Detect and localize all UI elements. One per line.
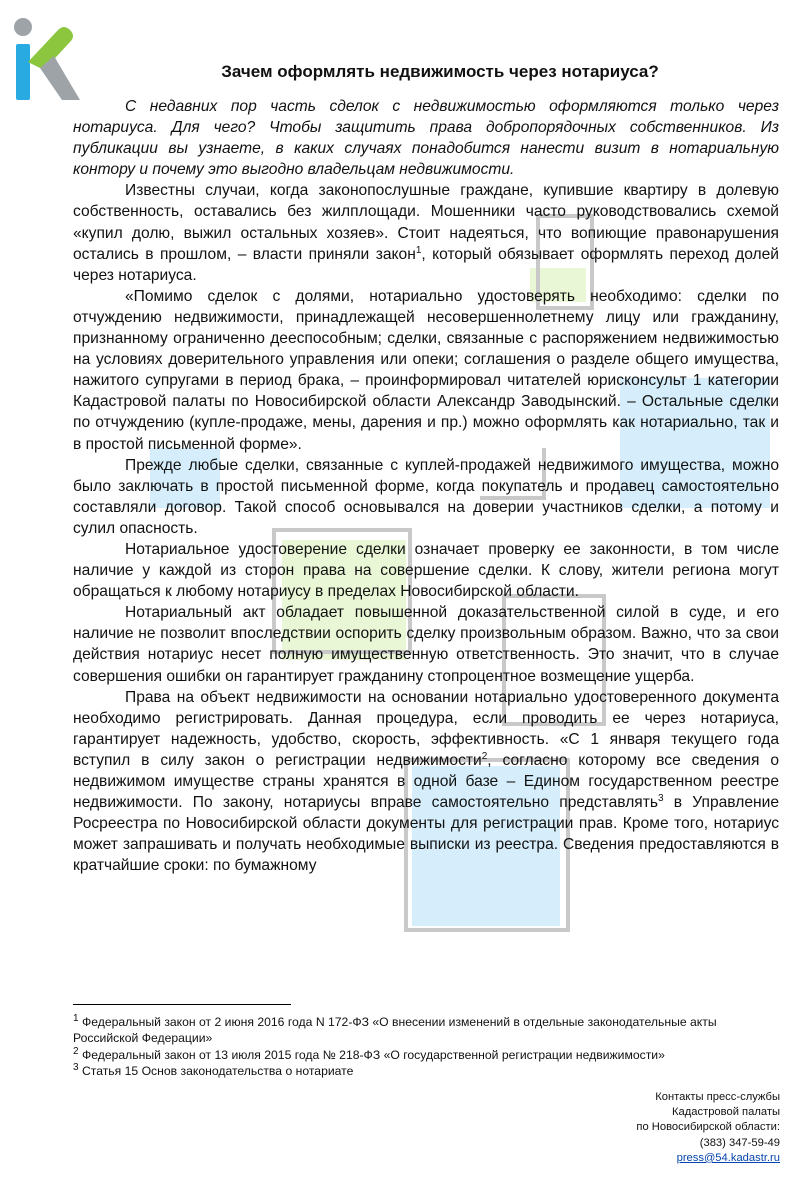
contacts-line: по Новосибирской области: — [636, 1121, 780, 1134]
paragraph-text: Известны случаи, когда законопослушные граждане, купившие квартиру в долевую собственность, оставались без жилплощади. Мошенники часто руководствовались схемой «купил долю, выжил остальных хозяев». Стоит надеяться, что вопиющие правонарушения остались в прошлом, – власти приняли закон — [73, 182, 779, 263]
footnote-text: Федеральный закон от 2 июня 2016 года N 172-ФЗ «О внесении изменений в отдельные законодательные акты Российской Федерации» — [73, 1015, 717, 1046]
article-paragraph — [73, 687, 779, 877]
footnote-item — [73, 1014, 779, 1047]
paragraph-text: Права на объект недвижимости на основании нотариально удостоверенного документа необходимо регистрировать. Данная процедура, если проводить ее через нотариуса, гарантирует надежность, удобство, скорость, эффективность. «С 1 января текущего года вступил в силу закон о регистрации недвижимости — [73, 688, 779, 769]
article-intro: С недавних пор часть сделок с недвижимостью оформляются только через нотариуса. Для чего? Чтобы защитить права добропорядочных собственников. Из публикации вы узнаете, в каких случаях понадобится нанести визит в нотариальную контору и почему это выгодно владельцам недвижимости. — [73, 98, 779, 179]
footnote-ref[interactable]: 3 — [658, 792, 664, 804]
footnote-number: 2 — [73, 1045, 79, 1057]
footnote-number: 3 — [73, 1062, 79, 1074]
contacts-phone: (383) 347-59-49 — [699, 1136, 780, 1149]
article-paragraph: Нотариальный акт обладает повышенной доказательственной силой в суде, и его наличие не позволит впоследствии оспорить сделку произвольным образом. Важно, что за свои действия нотариус несет полную имущественную ответственность. Это значит, что в случае совершения ошибки он гарантирует гражданину стопроцентное возмещение ущерба. — [73, 604, 779, 685]
footnote-number: 1 — [73, 1012, 79, 1024]
article-body — [73, 96, 779, 876]
paragraph-text: в Управление Росреестра по Новосибирской области документы для регистрации прав. Кроме того, нотариус может запрашивать и получать необходимые выписки из реестра. Сведения предоставляются в кратчайшие сроки: по бумажному — [73, 794, 779, 875]
footnote-item — [73, 1063, 779, 1079]
contacts-email-link[interactable]: press@54.kadastr.ru — [676, 1151, 780, 1164]
footnote-text: Федеральный закон от 13 июля 2015 года № 218-ФЗ «О государственной регистрации недвижимости» — [78, 1047, 665, 1062]
article-paragraph — [73, 180, 779, 285]
footnote-item — [73, 1047, 779, 1063]
footnotes — [73, 1014, 779, 1080]
article-paragraph: Прежде любые сделки, связанные с куплей-продажей недвижимого имущества, можно было заключать в простой письменной форме, когда покупатель и продавец самостоятельно составляли договор. Такой способ основывался на доверии участников сделки, а потому и сулил опасность. — [73, 456, 779, 537]
contacts-line: Кадастровой палаты — [672, 1106, 780, 1119]
footnote-ref[interactable]: 2 — [481, 750, 488, 762]
article-paragraph: Нотариальное удостоверение сделки означает проверку ее законности, в том числе наличие у каждой из сторон права на совершение сделки. К слову, жители региона могут обращаться к любому нотариусу в пределах Новосибирской области. — [73, 540, 779, 601]
footnote-divider — [73, 1004, 291, 1005]
paragraph-text: , согласно которому все сведения о недвижимом имуществе страны хранятся в одной базе – Едином государственном реестре недвижимости. По закону, нотариусы вправе самостоятельно представлять — [73, 751, 779, 812]
page-title: Зачем оформлять недвижимость через нотариуса? — [221, 62, 659, 81]
contacts-line: Контакты пресс-службы — [655, 1091, 780, 1103]
footnote-ref[interactable]: 1 — [415, 244, 422, 256]
paragraph-text: , который обязывает оформлять переход долей через нотариуса. — [73, 245, 780, 284]
article-paragraph: «Помимо сделок с долями, нотариально удостоверять необходимо: сделки по отчуждению недвижимости, принадлежащей несовершеннолетнему лицу или гражданину, признанному ограниченно дееспособным; сделки, связанные с распоряжением недвижимостью на условиях доверительного управления или опеки; соглашения о разделе общего имущества, нажитого супругами в период брака, – проинформировал читателей юрисконсульт 1 категории Кадастровой палаты по Новосибирской области Александр Заводынский. – Остальные сделки по отчуждению (купле-продаже, мены, дарения и пр.) можно оформлять как нотариально, так и в простой письменной форме». — [73, 287, 779, 453]
cadastral-chamber-k-logo-icon — [10, 12, 82, 102]
footnote-text: Статья 15 Основ законодательства о нотариате — [78, 1064, 354, 1079]
press-contacts — [636, 1090, 780, 1166]
